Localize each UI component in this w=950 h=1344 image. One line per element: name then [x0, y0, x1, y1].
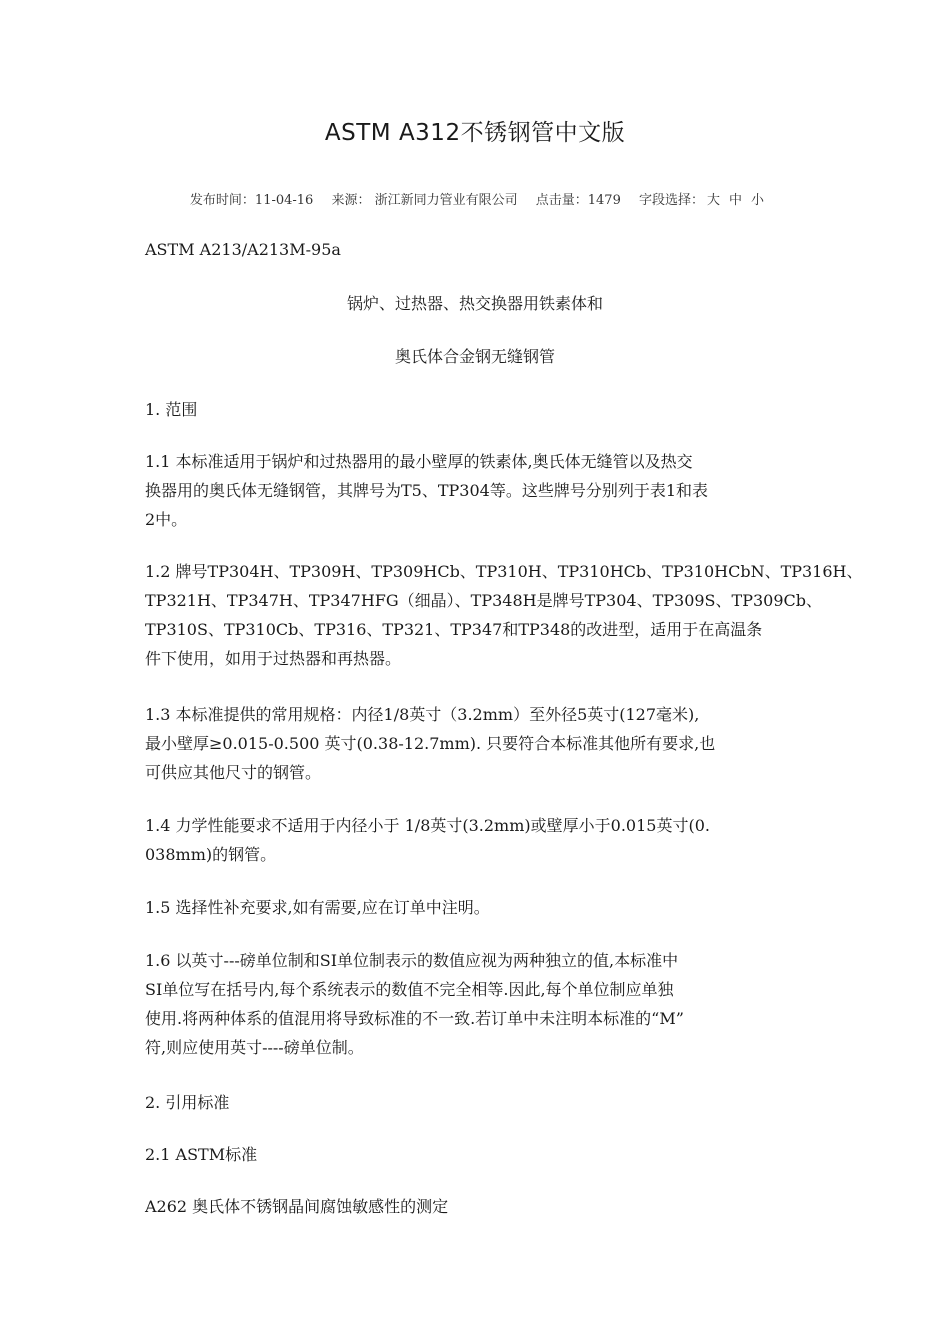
paragraph-1-2: [145, 557, 863, 673]
paragraph-line: 1.2 牌号TP304H、TP309H、TP309HCb、TP310H、TP310HCb、TP310HCbN、TP316H、: [145, 562, 863, 581]
paragraph-line: SI单位写在括号内,每个系统表示的数值不完全相等.因此,每个单位制应单独: [145, 980, 674, 999]
hit-count: 点击量：1479: [535, 193, 621, 208]
paragraph-line: TP321H、TP347H、TP347HFG（细晶）、TP348H是牌号TP304、TP309S、TP309Cb、: [145, 591, 822, 610]
paragraph-line: 038mm)的钢管。: [145, 845, 277, 864]
subtitle-line-1: 锅炉、过热器、热交换器用铁素体和: [346, 294, 603, 313]
font-size-small-link[interactable]: 小: [751, 193, 765, 208]
paragraph-1-3: [145, 700, 815, 787]
paragraph-1-5: 1.5 选择性补充要求,如有需要,应在订单中注明。: [145, 898, 490, 917]
paragraph-line: TP310S、TP310Cb、TP316、TP321、TP347和TP348的改进型，适用于在高温条: [145, 620, 763, 639]
paragraph-1-6: [145, 946, 815, 1062]
paragraph-line: 符,则应使用英寸----磅单位制。: [145, 1038, 364, 1057]
paragraph-line: 1.1 本标准适用于锅炉和过热器用的最小壁厚的铁素体,奥氏体无缝管以及热交: [145, 452, 693, 471]
paragraph-1-1: [145, 447, 815, 534]
font-size-large-link[interactable]: 大: [707, 193, 721, 208]
standard-code: ASTM A213/A213M-95a: [145, 240, 341, 259]
paragraph-1-4: [145, 811, 815, 869]
page-title: ASTM A312不锈钢管中文版: [324, 120, 626, 146]
paragraph-line: 1.3 本标准提供的常用规格：内径1/8英寸（3.2mm）至外径5英寸(127毫米),: [145, 705, 700, 724]
paragraph-line: 1.6 以英寸---磅单位制和SI单位制表示的数值应视为两种独立的值,本标准中: [145, 951, 679, 970]
paragraph-line: 换器用的奥氏体无缝钢管，其牌号为T5、TP304等。这些牌号分别列于表1和表: [145, 481, 709, 500]
font-size-selector: [639, 193, 767, 208]
publish-time: 发布时间：11-04-16: [189, 193, 314, 208]
font-size-label: 字段选择：: [639, 193, 705, 208]
paragraph-line: 可供应其他尺寸的钢管。: [145, 763, 322, 782]
paragraph-a262: A262 奥氏体不锈钢晶间腐蚀敏感性的测定: [145, 1197, 449, 1216]
paragraph-2-1: 2.1 ASTM标准: [145, 1145, 258, 1164]
paragraph-line: 使用.将两种体系的值混用将导致标准的不一致.若订单中未注明本标准的“M”: [145, 1009, 684, 1028]
section-heading-references: 2. 引用标准: [145, 1093, 230, 1112]
article-meta: [0, 191, 950, 211]
font-size-medium-link[interactable]: 中: [729, 193, 743, 208]
subtitle-line-2: 奥氏体合金钢无缝钢管: [394, 347, 555, 366]
source: 来源： 浙江新同力管业有限公司: [331, 193, 518, 208]
paragraph-line: 2中。: [145, 510, 188, 529]
paragraph-line: 最小壁厚≥0.015-0.500 英寸(0.38-12.7mm). 只要符合本标准其他所有要求,也: [145, 734, 716, 753]
paragraph-line: 1.4 力学性能要求不适用于内径小于 1/8英寸(3.2mm)或壁厚小于0.015英寸(0.: [145, 816, 710, 835]
paragraph-line: 件下使用，如用于过热器和再热器。: [145, 649, 402, 668]
section-heading-scope: 1. 范围: [145, 400, 198, 419]
